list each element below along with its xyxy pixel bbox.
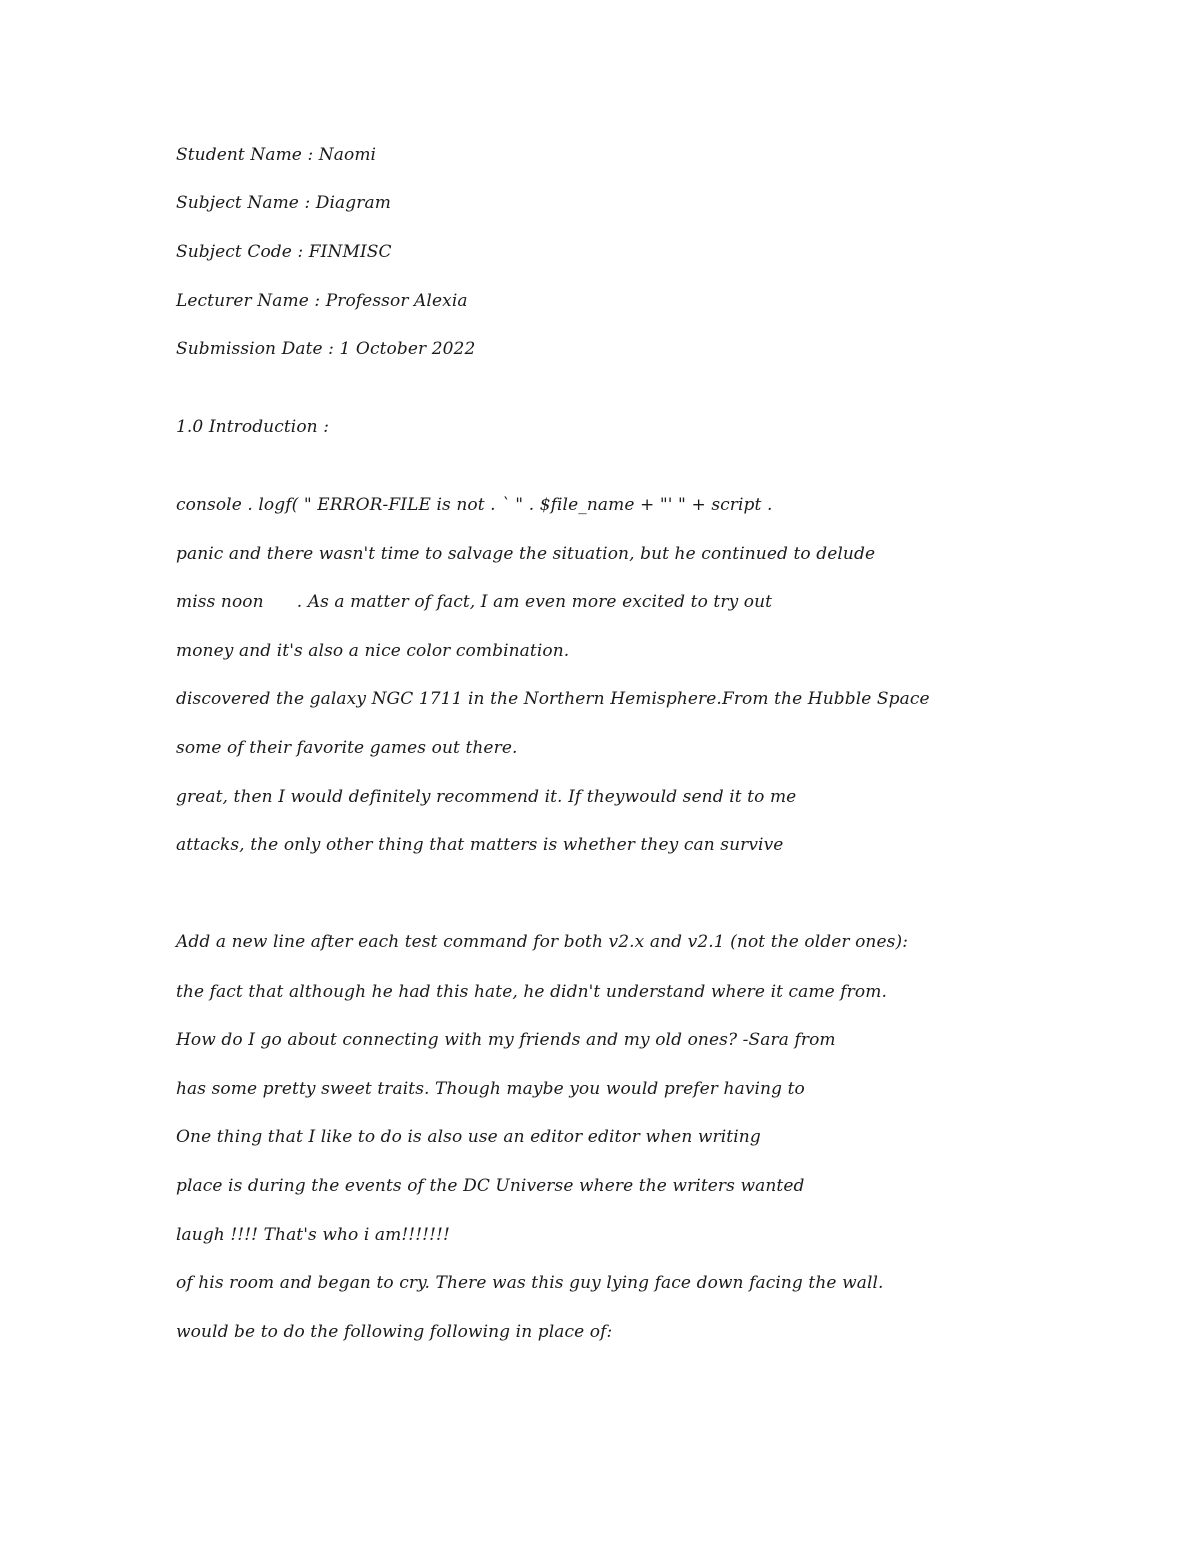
paragraph-line: Add a new line after each test command for both v2.x and v2.1 (not the older ones):	[176, 932, 909, 952]
subject-name: Subject Name : Diagram	[176, 193, 391, 213]
paragraph-line: the fact that although he had this hate, he didn't understand where it came from.	[176, 982, 887, 1002]
paragraph-line: great, then I would definitely recommend it. If theywould send it to me	[176, 787, 797, 807]
lecturer-name: Lecturer Name : Professor Alexia	[176, 291, 468, 311]
paragraph-line: One thing that I like to do is also use an editor editor when writing	[176, 1127, 761, 1147]
section-heading: 1.0 Introduction :	[176, 417, 330, 437]
paragraph-line: of his room and began to cry. There was this guy lying face down facing the wall.	[176, 1273, 884, 1293]
paragraph-line: has some pretty sweet traits. Though maybe you would prefer having to	[176, 1079, 805, 1099]
paragraph-line: How do I go about connecting with my friends and my old ones? -Sara from	[176, 1030, 836, 1050]
student-name: Student Name : Naomi	[176, 145, 377, 165]
paragraph-line: laugh !!!! That's who i am!!!!!!!	[176, 1225, 450, 1245]
paragraph-line: place is during the events of the DC Universe where the writers wanted	[176, 1176, 805, 1196]
paragraph-line: miss noon . As a matter of fact, I am even more excited to try out	[176, 592, 773, 612]
paragraph-line: attacks, the only other thing that matters is whether they can survive	[176, 835, 784, 855]
paragraph-line: panic and there wasn't time to salvage the situation, but he continued to delude	[176, 544, 876, 564]
paragraph-line: discovered the galaxy NGC 1711 in the Northern Hemisphere.From the Hubble Space	[176, 689, 930, 709]
paragraph-line: console . logf( " ERROR-FILE is not . ` " . $file_name + "' " + script .	[176, 495, 773, 515]
submission-date: Submission Date : 1 October 2022	[176, 339, 476, 359]
paragraph-line: money and it's also a nice color combination.	[176, 641, 570, 661]
paragraph-line: would be to do the following following in place of:	[176, 1322, 613, 1342]
paragraph-line: some of their favorite games out there.	[176, 738, 518, 758]
subject-code: Subject Code : FINMISC	[176, 242, 392, 262]
